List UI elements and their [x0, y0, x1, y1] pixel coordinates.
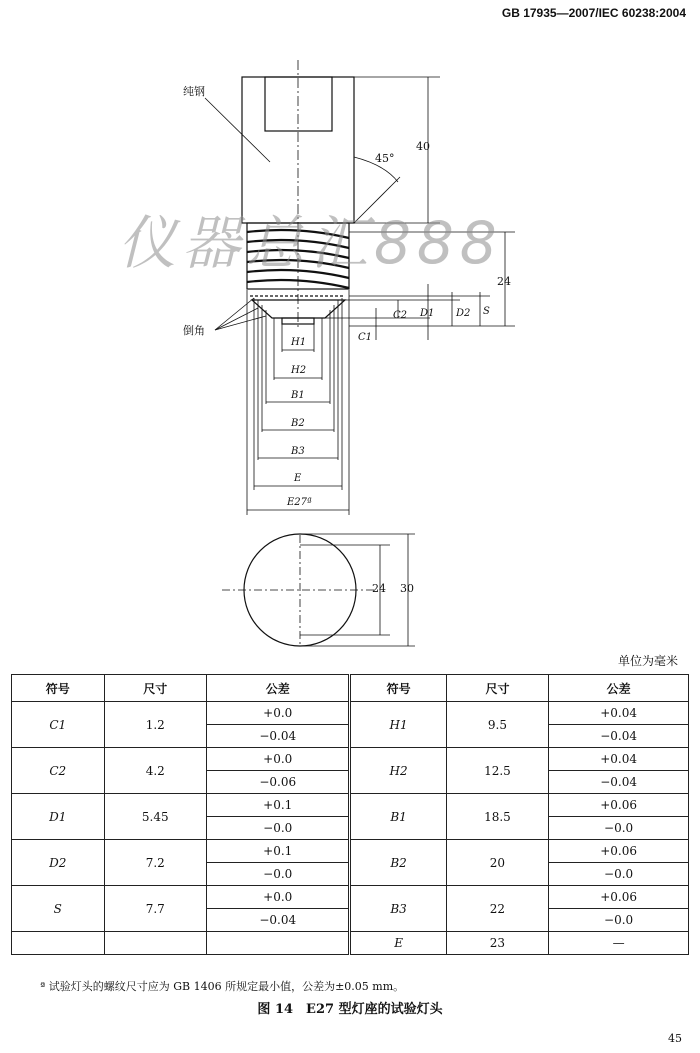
symbol-cell: E [350, 932, 446, 955]
tolerance-cell: +0.06 [549, 794, 689, 817]
label-h1: H1 [291, 337, 307, 348]
table-row [12, 886, 689, 909]
tolerance-cell: −0.06 [207, 771, 350, 794]
symbol-cell: B3 [350, 886, 446, 932]
dimension-cell: 7.7 [104, 886, 207, 932]
dimension-cell: 7.2 [104, 840, 207, 886]
table-row [12, 748, 689, 771]
watermark: 仪器总汇888 [118, 209, 503, 277]
col-header: 公差 [549, 675, 689, 702]
tolerance-cell: −0.0 [207, 863, 350, 886]
symbol-cell [12, 932, 105, 955]
tolerance-cell: −0.04 [549, 771, 689, 794]
dimension-cell: 23 [446, 932, 549, 955]
tolerance-cell: −0.04 [549, 725, 689, 748]
standard-number: GB 17935—2007/IEC 60238:2004 [501, 6, 686, 20]
tolerance-cell: −0.0 [549, 863, 689, 886]
tolerance-cell [207, 932, 350, 955]
tolerance-cell: +0.0 [207, 748, 350, 771]
symbol-cell: B2 [350, 840, 446, 886]
dimension-cell: 9.5 [446, 702, 549, 748]
tolerance-cell: +0.0 [207, 702, 350, 725]
footnote: ª 试验灯头的螺纹尺寸应为 GB 1406 所规定最小值，公差为±0.05 mm。 [40, 980, 405, 993]
dimension-cell: 22 [446, 886, 549, 932]
label-c2: C2 [393, 310, 408, 321]
symbol-cell: C2 [12, 748, 105, 794]
symbol-cell: H1 [350, 702, 446, 748]
table-row [12, 840, 689, 863]
col-header: 符号 [350, 675, 446, 702]
dimension-cell: 4.2 [104, 748, 207, 794]
tolerance-cell: +0.0 [207, 886, 350, 909]
label-c1: C1 [358, 332, 373, 343]
tolerance-cell: +0.06 [549, 840, 689, 863]
label-e: E [294, 473, 302, 484]
dim-24: 24 [497, 275, 511, 288]
col-header: 尺寸 [104, 675, 207, 702]
dimension-cell: 12.5 [446, 748, 549, 794]
table-row [12, 932, 689, 955]
symbol-cell: D2 [12, 840, 105, 886]
label-b1: B1 [291, 390, 305, 401]
tolerance-cell: −0.04 [207, 725, 350, 748]
dimension-cell: 5.45 [104, 794, 207, 840]
dimension-cell [104, 932, 207, 955]
dim-30: 30 [400, 582, 414, 595]
tolerance-cell: — [549, 932, 689, 955]
page-number: 45 [668, 1032, 682, 1045]
table-row [12, 702, 689, 725]
symbol-cell: D1 [12, 794, 105, 840]
dimension-cell: 20 [446, 840, 549, 886]
dimension-table [11, 674, 689, 955]
angle-label: 45° [375, 152, 395, 165]
symbol-cell: H2 [350, 748, 446, 794]
tolerance-cell: +0.04 [549, 748, 689, 771]
slot-outline [265, 77, 332, 131]
col-header: 公差 [207, 675, 350, 702]
label-d2: D2 [456, 308, 471, 319]
tolerance-cell: −0.0 [549, 817, 689, 840]
table-header-row [12, 675, 689, 702]
material-label: 纯钢 [183, 85, 205, 98]
label-h2: H2 [291, 365, 307, 376]
label-b2: B2 [291, 418, 305, 429]
table-row [12, 794, 689, 817]
col-header: 符号 [12, 675, 105, 702]
label-s: S [483, 306, 490, 317]
edge-label: 倒角 [183, 324, 205, 337]
tolerance-cell: +0.04 [549, 702, 689, 725]
dim-40: 40 [416, 140, 430, 153]
figure-caption: 图 14 E27 型灯座的试验灯头 [257, 1002, 443, 1017]
dimension-cell: 18.5 [446, 794, 549, 840]
unit-note: 单位为毫米 [617, 654, 678, 668]
label-b3: B3 [291, 446, 305, 457]
tolerance-cell: +0.1 [207, 794, 350, 817]
tolerance-cell: +0.1 [207, 840, 350, 863]
tolerance-cell: −0.0 [549, 909, 689, 932]
label-e27: E27ª [287, 497, 312, 508]
label-d1: D1 [420, 308, 435, 319]
tolerance-cell: −0.04 [207, 909, 350, 932]
dim-24-circle: 24 [372, 582, 386, 595]
symbol-cell: B1 [350, 794, 446, 840]
tolerance-cell: −0.0 [207, 817, 350, 840]
dimension-cell: 1.2 [104, 702, 207, 748]
tolerance-cell: +0.06 [549, 886, 689, 909]
col-header: 尺寸 [446, 675, 549, 702]
symbol-cell: C1 [12, 702, 105, 748]
symbol-cell: S [12, 886, 105, 932]
